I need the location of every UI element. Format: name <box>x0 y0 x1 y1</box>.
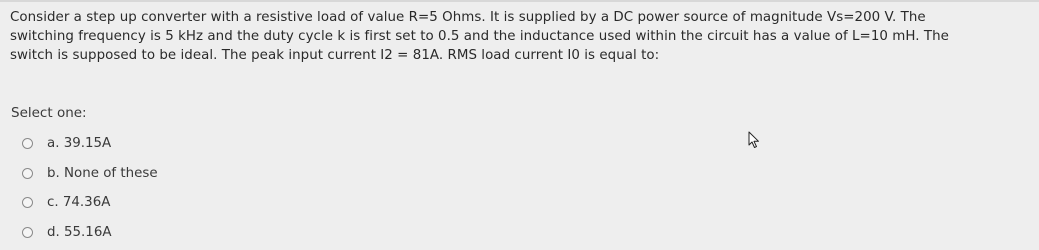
option-c-label[interactable]: c. 74.36A <box>47 195 111 211</box>
radio-unchecked-icon[interactable] <box>22 168 33 179</box>
question-text <box>10 8 1030 65</box>
option-b[interactable] <box>22 159 158 189</box>
question-line-3: switch is supposed to be ideal. The peak input current I2 = 81A. RMS load current I0 is equal to: <box>10 48 660 63</box>
option-b-label[interactable]: b. None of these <box>47 165 158 181</box>
option-a[interactable] <box>22 129 158 159</box>
question-line-2: switching frequency is 5 kHz and the duty cycle k is first set to 0.5 and the inductance used within the circuit has a value of L=10 mH. The <box>10 29 949 44</box>
top-divider <box>0 0 1039 2</box>
option-d[interactable] <box>22 218 158 248</box>
mouse-pointer-icon <box>748 131 762 149</box>
option-a-label[interactable]: a. 39.15A <box>47 136 112 152</box>
answer-options <box>22 129 158 247</box>
question-line-1: Consider a step up converter with a resistive load of value R=5 Ohms. It is supplied by a DC power source of magnitude Vs=200 V. The <box>10 10 926 25</box>
radio-unchecked-icon[interactable] <box>22 227 33 238</box>
option-d-label[interactable]: d. 55.16A <box>47 224 112 240</box>
option-c[interactable] <box>22 188 158 218</box>
radio-unchecked-icon[interactable] <box>22 197 33 208</box>
radio-unchecked-icon[interactable] <box>22 138 33 149</box>
select-one-prompt: Select one: <box>11 105 87 121</box>
